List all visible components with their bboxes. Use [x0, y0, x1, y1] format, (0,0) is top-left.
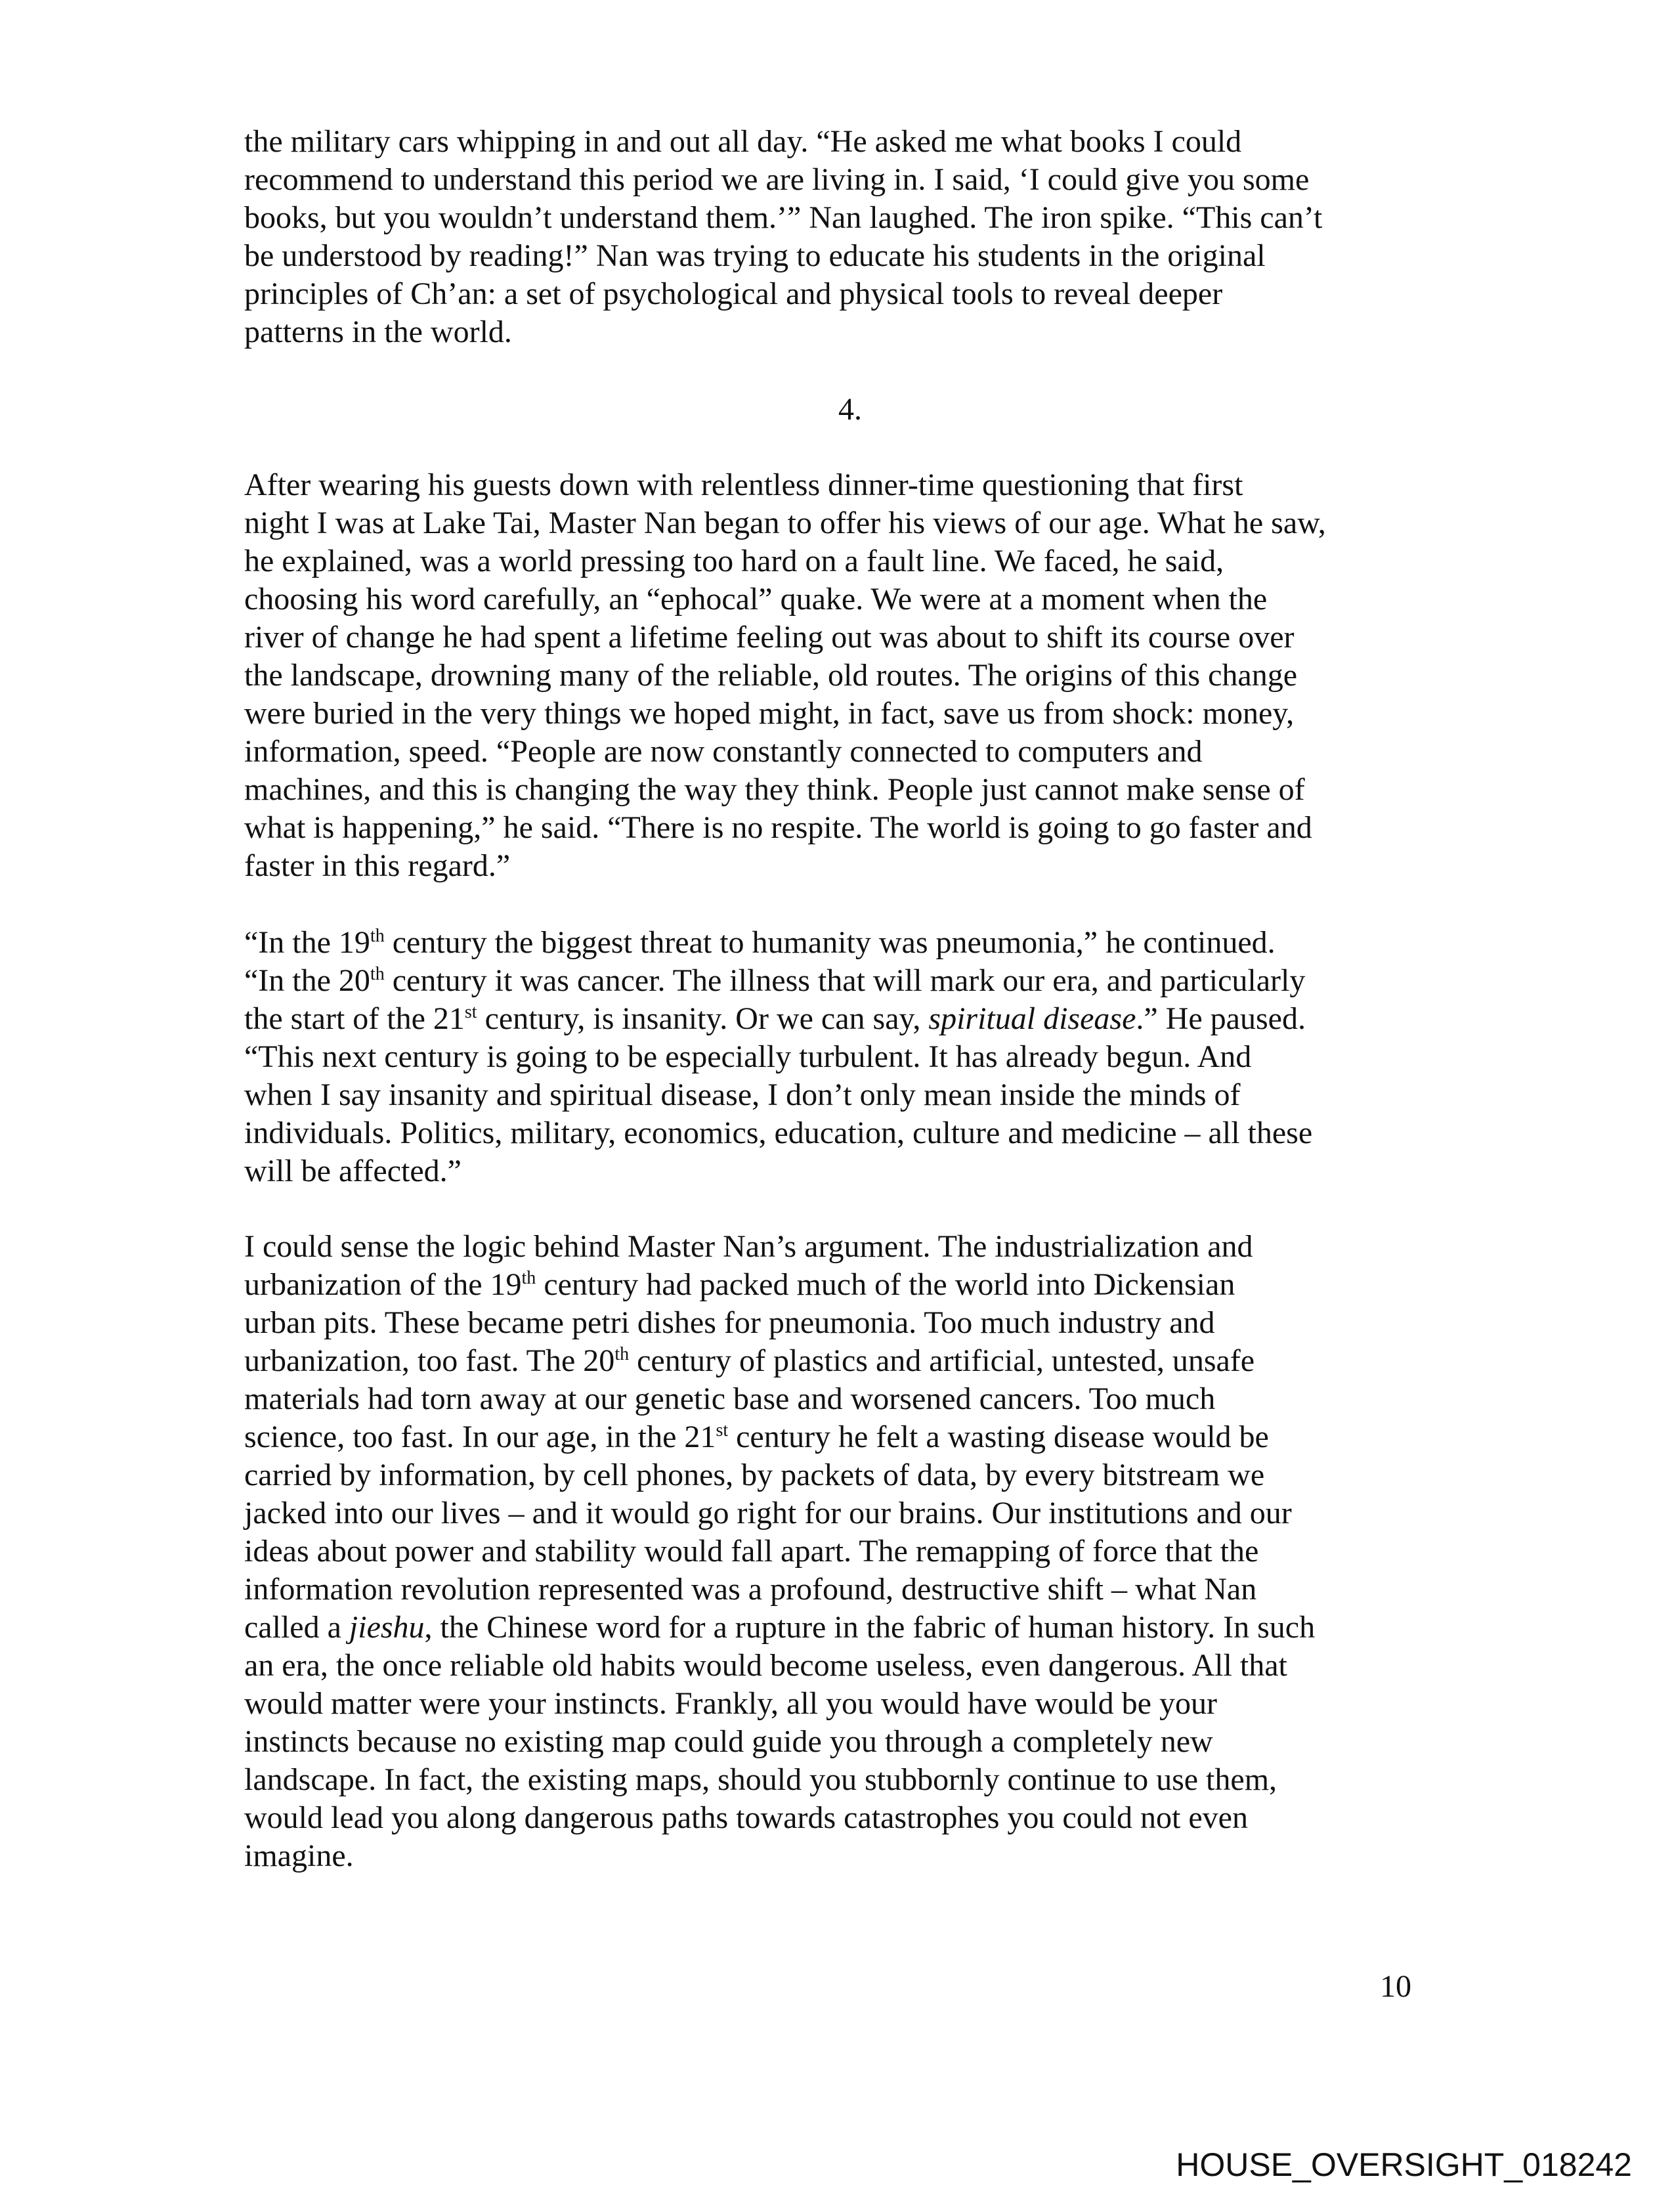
superscript: st — [716, 1420, 729, 1441]
text-line: the landscape, drowning many of the reliable, old routes. The origins of this change — [244, 658, 1298, 693]
paragraph-2 — [244, 466, 1326, 885]
bates-number: HOUSE_OVERSIGHT_018242 — [1176, 2146, 1632, 2183]
text-line — [244, 1342, 1315, 1380]
text-span: century had packed much of the world into Dickensian — [536, 1267, 1235, 1302]
text-line: choosing his word carefully, an “ephocal” quake. We were at a moment when the — [244, 582, 1268, 617]
text-line: an era, the once reliable old habits would become useless, even dangerous. All that — [244, 1648, 1287, 1683]
text-line — [244, 1000, 1312, 1038]
text-span: called a — [244, 1610, 349, 1645]
text-span: , the Chinese word for a rupture in the fabric of human history. In such — [424, 1610, 1316, 1645]
text-line: instincts because no existing map could guide you through a completely new — [244, 1724, 1213, 1759]
text-line: information revolution represented was a profound, destructive shift – what Nan — [244, 1572, 1257, 1607]
superscript: th — [370, 926, 385, 946]
text-line: individuals. Politics, military, economics, education, culture and medicine – all these — [244, 1116, 1313, 1150]
italic-text: spiritual disease — [928, 1001, 1136, 1036]
text-line: recommend to understand this period we are living in. I said, ‘I could give you some — [244, 162, 1310, 197]
text-line: machines, and this is changing the way they think. People just cannot make sense of — [244, 772, 1305, 807]
text-line: be understood by reading!” Nan was trying to educate his students in the original — [244, 238, 1266, 273]
text-span: century, is insanity. Or we can say, — [477, 1001, 929, 1036]
text-line: were buried in the very things we hoped might, in fact, save us from shock: money, — [244, 696, 1295, 731]
paragraph-1 — [244, 123, 1322, 351]
text-span: century the biggest threat to humanity was pneumonia,” he continued. — [384, 925, 1276, 960]
text-line: “This next century is going to be especially turbulent. It has already begun. And — [244, 1039, 1252, 1074]
text-line: he explained, was a world pressing too hard on a fault line. We faced, he said, — [244, 544, 1224, 578]
text-line: I could sense the logic behind Master Nan’s argument. The industrialization and — [244, 1229, 1253, 1264]
page-number: 10 — [1380, 1969, 1411, 2004]
text-line: landscape. In fact, the existing maps, should you stubbornly continue to use them, — [244, 1762, 1277, 1797]
text-span: .” He paused. — [1136, 1001, 1306, 1036]
text-line — [244, 1266, 1315, 1304]
italic-text: jieshu — [349, 1610, 425, 1645]
text-line: imagine. — [244, 1838, 354, 1873]
paragraph-3 — [244, 924, 1312, 1190]
superscript: th — [614, 1344, 630, 1364]
text-line: materials had torn away at our genetic base and worsened cancers. Too much — [244, 1381, 1216, 1416]
text-span: the start of the 21 — [244, 1001, 465, 1036]
text-span: century it was cancer. The illness that will mark our era, and particularly — [384, 963, 1306, 998]
text-span: century he felt a wasting disease would be — [728, 1420, 1269, 1454]
text-line: ideas about power and stability would fall apart. The remapping of force that the — [244, 1534, 1259, 1569]
text-line: what is happening,” he said. “There is no respite. The world is going to go faster and — [244, 810, 1312, 845]
text-span: “In the 20 — [244, 963, 370, 998]
text-line: urban pits. These became petri dishes for pneumonia. Too much industry and — [244, 1305, 1215, 1340]
text-line — [244, 1609, 1315, 1647]
text-line: books, but you wouldn’t understand them.’” Nan laughed. The iron spike. “This can’t — [244, 200, 1323, 235]
text-line: jacked into our lives – and it would go right for our brains. Our institutions and our — [244, 1496, 1292, 1530]
text-line: would matter were your instincts. Frankly, all you would have would be your — [244, 1686, 1217, 1721]
text-span: century of plastics and artificial, untested, unsafe — [629, 1343, 1255, 1378]
text-line: faster in this regard.” — [244, 848, 511, 883]
superscript: th — [521, 1268, 536, 1288]
text-line: will be affected.” — [244, 1154, 461, 1188]
text-span: urbanization of the 19 — [244, 1267, 522, 1302]
paragraph-4 — [244, 1228, 1315, 1875]
text-line: carried by information, by cell phones, by packets of data, by every bitstream we — [244, 1458, 1265, 1492]
text-line — [244, 962, 1312, 1000]
text-span: urbanization, too fast. The 20 — [244, 1343, 615, 1378]
text-line: would lead you along dangerous paths towards catastrophes you could not even — [244, 1800, 1248, 1835]
text-line: when I say insanity and spiritual disease, I don’t only mean inside the minds of — [244, 1077, 1241, 1112]
text-line: river of change he had spent a lifetime feeling out was about to shift its course over — [244, 620, 1295, 655]
text-line: patterns in the world. — [244, 314, 512, 349]
superscript: st — [464, 1002, 477, 1022]
text-line — [244, 924, 1312, 962]
section-heading: 4. — [838, 392, 862, 427]
superscript: th — [370, 964, 385, 984]
text-line — [244, 1418, 1315, 1456]
text-span: science, too fast. In our age, in the 21 — [244, 1420, 716, 1454]
text-line: night I was at Lake Tai, Master Nan began to offer his views of our age. What he saw, — [244, 506, 1326, 540]
text-line: the military cars whipping in and out all day. “He asked me what books I could — [244, 124, 1242, 159]
text-line: principles of Ch’an: a set of psychological and physical tools to reveal deeper — [244, 276, 1223, 311]
text-line: After wearing his guests down with relentless dinner-time questioning that first — [244, 467, 1243, 502]
text-line: information, speed. “People are now constantly connected to computers and — [244, 734, 1203, 769]
text-span: “In the 19 — [244, 925, 370, 960]
